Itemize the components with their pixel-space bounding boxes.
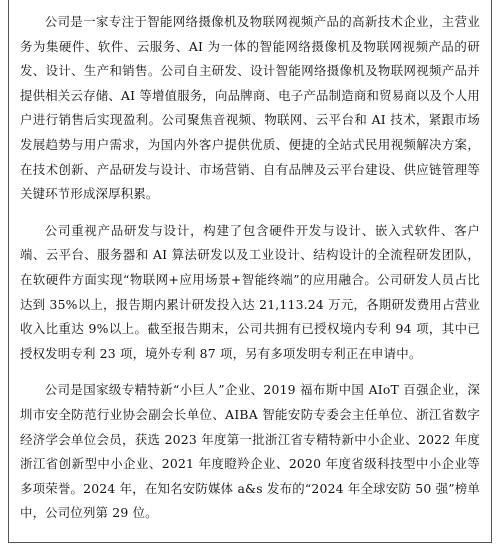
paragraph-company-overview: 公司是一家专注于智能网络摄像机及物联网视频产品的高新技术企业，主营业务为集硬件、软件、云服务、AI 为一体的智能网络摄像机及物联网视频产品的研发、设计、生产和销售。公司自主研发、设计智能网络摄像机及物联网视频产品并提供相关云存储、AI 等增值服务，向品牌商、电子产品制造商和贸易商以及个人用户进行销售后实现盈利。公司聚焦音视频、物联网、云平台和 AI 技术，紧跟市场发展趋势与用户需求，为国内外客户提供优质、便捷的全站式民用视频解决方案，在技术创新、产品研发与设计、市场营销、自有品牌及云平台建设、供应链管理等关键环节形成深厚积累。 bbox=[20, 14, 480, 202]
document-body bbox=[20, 10, 480, 526]
paragraph-honors: 公司是国家级专精特新“小巨人”企业、2019 福布斯中国 AIoT 百强企业，深圳市安全防范行业协会副会长单位、AIBA 智能安防专委会主任单位、浙江省数字经济学会单位会员，获选 2023 年度第一批浙江省专精特新中小企业、2022 年度浙江省创新型中小企业、2021 年度瞪羚企业、2020 年度省级科技型中小企业等多项荣誉。2024 年，在知名安防媒体 a&s 发布的“2024 年全球安防 50 强”榜单中，公司位列第 29 位。 bbox=[20, 382, 480, 521]
paragraph-research-development: 公司重视产品研发与设计，构建了包含硬件开发与设计、嵌入式软件、客户端、云平台、服务器和 AI 算法研发以及工业设计、结构设计的全流程研发团队，在软硬件方面实现“物联网+应用场景+智能终端”的应用融合。公司研发人员占比达到 35%以上，报告期内累计研发投入达 21,113.24 万元，各期研发费用占营业收入比重达 9%以上。截至报告期末，公司共拥有已授权境内专利 94 项，其中已授权发明专利 23 项，境外专利 87 项，另有多项发明专利正在申请中。 bbox=[20, 222, 480, 361]
